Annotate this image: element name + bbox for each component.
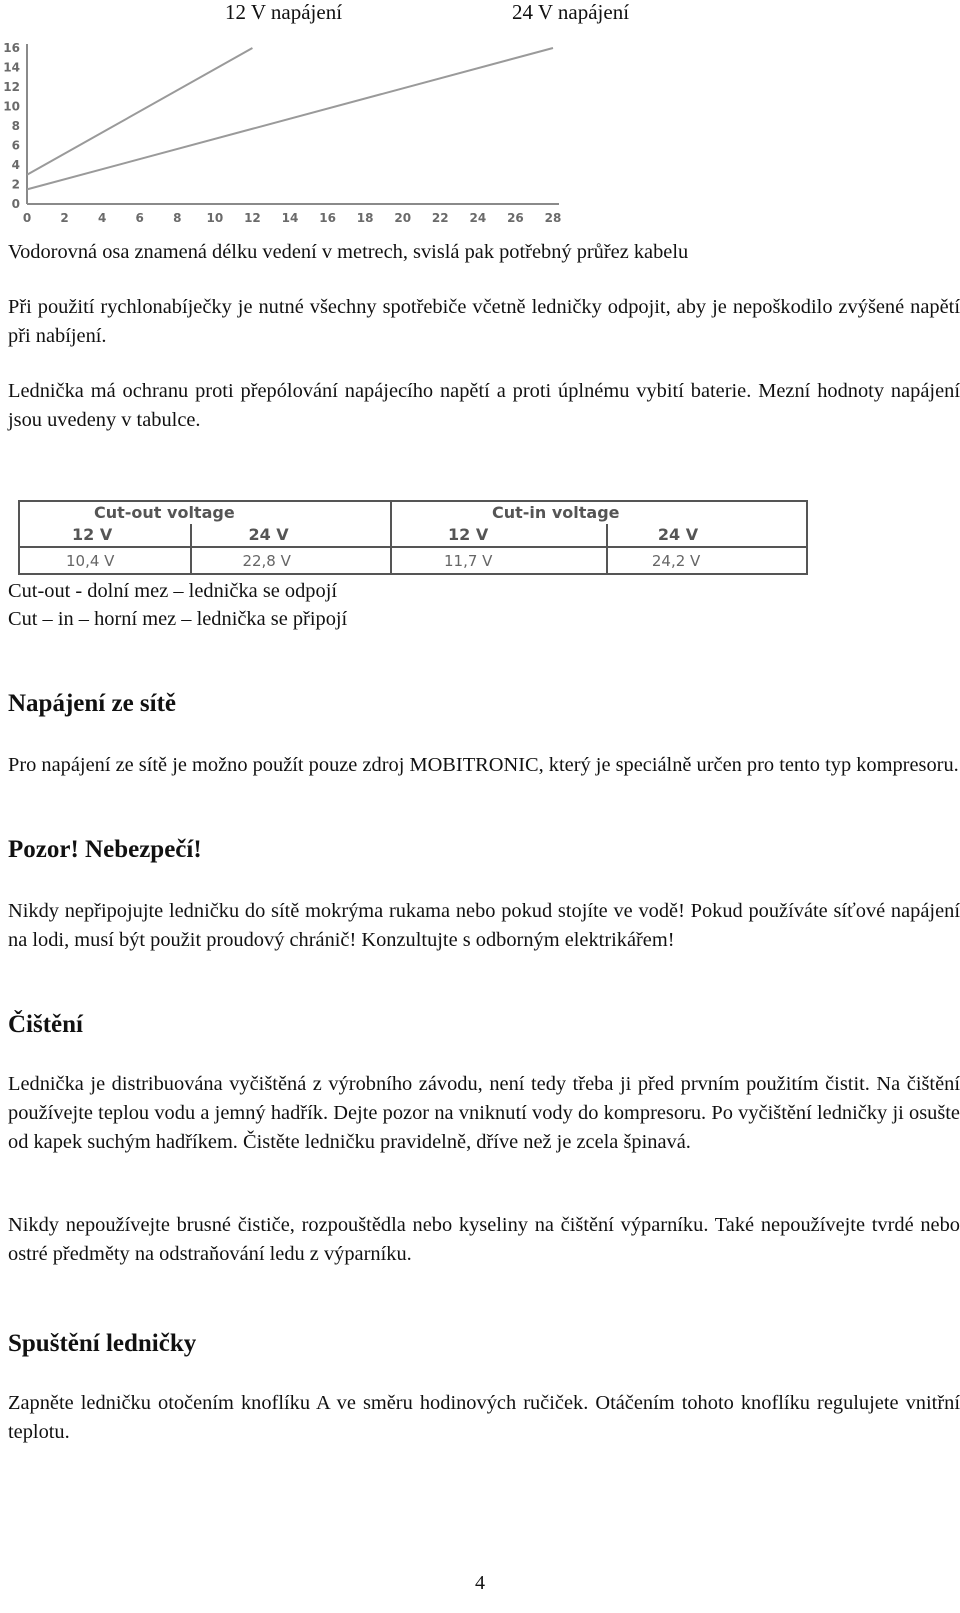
cutout-12v-label: 12 V: [19, 524, 191, 547]
x-tick-label: 16: [319, 211, 336, 225]
cutout-24v-value: 22,8 V: [191, 547, 391, 574]
cleaning-paragraph-1: Lednička je distribuována vyčištěná z výrobního závodu, není tedy třeba ji před prvním použitím čistit. Na čištění používejte teplou vodu a jemný hadřík. Dejte pozor na vniknutí vody do kompresoru. Po vyčištění ledničky ji osušte od kapek suchým hadříkem. Čistěte ledničku pravidelně, dříve než je zcela špinavá.: [8, 1073, 960, 1153]
cutin-12v-value: 11,7 V: [391, 547, 607, 574]
cutin-header: Cut-in voltage: [391, 501, 807, 524]
axis-note: Vodorovná osa znamená délku vedení v metrech, svislá pak potřebný průřez kabelu: [8, 241, 689, 263]
x-tick-label: 12: [244, 211, 261, 225]
x-tick-label: 22: [431, 211, 449, 225]
x-tick-label: 20: [394, 211, 412, 225]
series-line-1: [27, 48, 553, 189]
heading-mains: Napájení ze sítě: [8, 690, 177, 717]
y-tick-label: 0: [11, 197, 20, 211]
x-tick-label: 2: [60, 211, 69, 225]
cutout-definition: Cut-out - dolní mez – lednička se odpojí: [8, 580, 338, 602]
x-tick-label: 28: [544, 211, 562, 225]
x-tick-label: 24: [469, 211, 487, 225]
y-tick-label: 6: [11, 138, 20, 153]
series-label-24v: 24 V napájení: [512, 0, 630, 24]
cutout-24v-label: 24 V: [191, 524, 391, 547]
x-tick-label: 26: [507, 211, 524, 225]
series-label-12v: 12 V napájení: [225, 0, 343, 24]
start-paragraph: Zapněte ledničku otočením knoflíku A ve směru hodinových ručiček. Otáčením tohoto knoflíku regulujete vnitřní teplotu.: [8, 1392, 960, 1443]
x-tick-label: 14: [281, 211, 299, 225]
protection-paragraph: Lednička má ochranu proti přepólování napájecího napětí a proti úplnému vybití baterie. Mezní hodnoty napájení jsou uvedeny v tabulce.: [8, 380, 960, 431]
cutin-definition: Cut – in – horní mez – lednička se připojí: [8, 608, 348, 630]
voltage-table: [18, 500, 808, 575]
series-line-0: [27, 48, 252, 175]
x-tick-label: 10: [206, 211, 224, 225]
x-tick-label: 18: [356, 211, 374, 225]
cable-chart: [0, 38, 580, 228]
cleaning-paragraph-2: Nikdy nepoužívejte brusné čističe, rozpouštědla nebo kyseliny na čištění výparníku. Také nepoužívejte tvrdé nebo ostré předměty na odstraňování ledu z výparníku.: [8, 1214, 960, 1265]
cutin-12v-label: 12 V: [391, 524, 607, 547]
x-tick-label: 4: [97, 211, 107, 225]
cutout-header: Cut-out voltage: [19, 501, 391, 524]
x-tick-label: 8: [173, 211, 182, 225]
cutout-12v-value: 10,4 V: [19, 547, 191, 574]
warning-paragraph: Nikdy nepřipojujte ledničku do sítě mokrýma rukama nebo pokud stojíte ve vodě! Pokud používáte síťové napájení na lodi, musí být použit proudový chránič! Konzultujte s odborným elektrikářem!: [8, 900, 960, 951]
mains-paragraph: Pro napájení ze sítě je možno použít pouze zdroj MOBITRONIC, který je speciálně určen pro tento typ kompresoru.: [8, 754, 959, 776]
x-tick-label: 0: [22, 211, 32, 225]
heading-cleaning: Čištění: [8, 1011, 83, 1038]
cutin-24v-label: 24 V: [607, 524, 807, 547]
cutin-24v-value: 24,2 V: [607, 547, 807, 574]
y-tick-label: 2: [11, 177, 20, 192]
y-tick-label: 12: [3, 80, 20, 94]
page-number: 4: [475, 1572, 485, 1594]
heading-warning: Pozor! Nebezpečí!: [8, 836, 202, 863]
y-tick-label: 10: [3, 99, 20, 114]
x-tick-label: 6: [135, 211, 144, 225]
y-tick-label: 8: [11, 119, 20, 133]
y-tick-label: 4: [11, 158, 20, 172]
y-tick-label: 16: [3, 41, 20, 55]
fast-charger-paragraph: Při použití rychlonabíječky je nutné všechny spotřebiče včetně ledničky odpojit, aby je nepoškodilo zvýšené napětí při nabíjení.: [8, 296, 960, 347]
y-tick-label: 14: [3, 60, 20, 75]
heading-start: Spuštění ledničky: [8, 1330, 197, 1357]
